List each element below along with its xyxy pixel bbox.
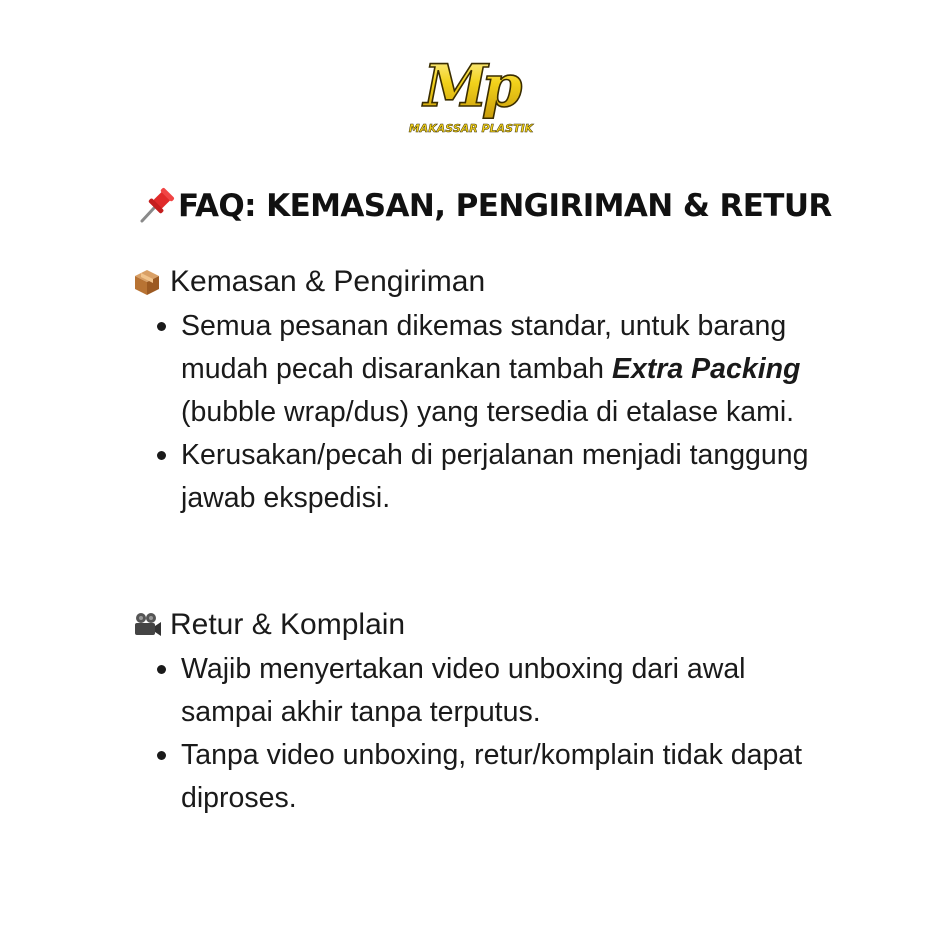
extra-packing-emphasis: Extra Packing	[611, 353, 801, 385]
section-heading-retur	[132, 608, 405, 642]
list-item	[181, 305, 841, 434]
list-item-text: Semua pesanan dikemas standar, untuk barang mudah pecah disarankan tambah	[181, 310, 787, 385]
title-row	[136, 184, 832, 228]
list-item	[181, 734, 841, 820]
logo-mark	[408, 54, 538, 140]
section-heading-text: Retur & Komplain	[170, 608, 406, 641]
bullet-dot	[157, 322, 166, 331]
page-title: FAQ: KEMASAN, PENGIRIMAN & RETUR	[178, 188, 832, 224]
bullet-dot	[157, 665, 166, 674]
brand-logo	[408, 54, 538, 140]
section-heading-kemasan	[132, 265, 485, 299]
bullet-dot	[157, 451, 166, 460]
package-icon	[132, 267, 162, 297]
list-item-text: Tanpa video unboxing, retur/komplain tidak dapat diproses.	[181, 739, 803, 814]
logo-wordmark: MAKASSAR PLASTIK	[408, 122, 534, 135]
logo-monogram: Mp	[423, 54, 517, 120]
list-item-text: Kerusakan/pecah di perjalanan menjadi tanggung jawab ekspedisi.	[181, 439, 809, 514]
movie-camera-icon	[132, 610, 162, 640]
retur-list	[181, 648, 841, 820]
bullet-dot	[157, 751, 166, 760]
list-item-text: Wajib menyertakan video unboxing dari awal sampai akhir tanpa terputus.	[181, 653, 746, 728]
list-item-text: (bubble wrap/dus) yang tersedia di etalase kami.	[181, 396, 795, 428]
section-heading-text: Kemasan & Pengiriman	[170, 265, 486, 298]
list-item	[181, 434, 841, 520]
pushpin-icon	[136, 186, 176, 226]
list-item	[181, 648, 841, 734]
kemasan-list	[181, 305, 841, 520]
